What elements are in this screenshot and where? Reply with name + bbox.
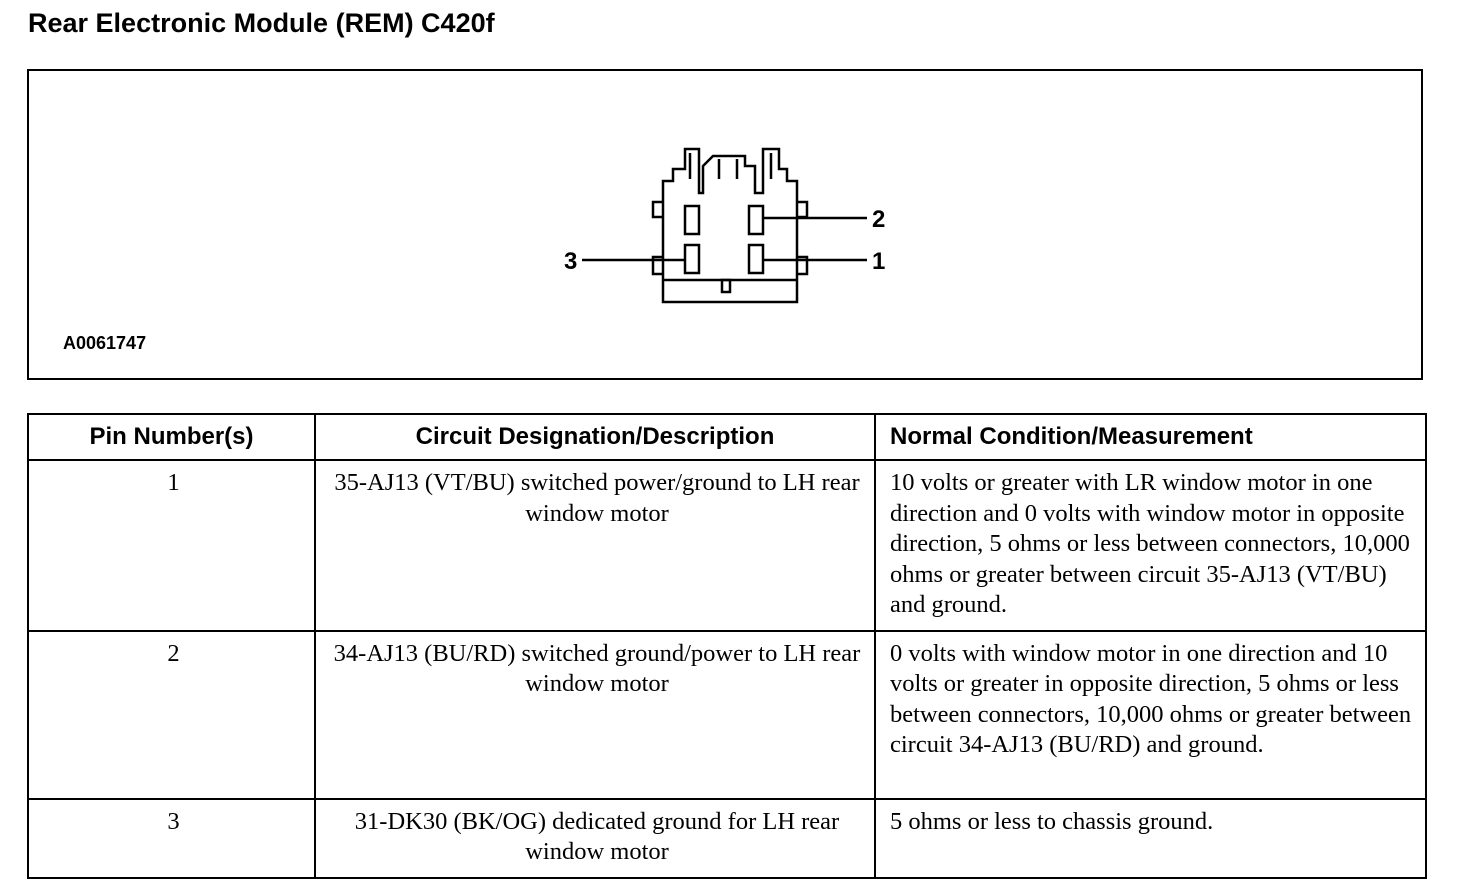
pin-2-label: 2 bbox=[872, 206, 886, 233]
connector-ear-top-right bbox=[797, 202, 807, 217]
terminal-cavity-lower-left bbox=[685, 245, 699, 273]
figure-id: A0061747 bbox=[63, 333, 147, 353]
pin-number-cell: 3 bbox=[28, 799, 315, 878]
pin-3-label: 3 bbox=[564, 248, 578, 275]
header-circuit-designation: Circuit Designation/Description bbox=[315, 414, 875, 460]
circuit-description-cell: 31-DK30 (BK/OG) dedicated ground for LH rear window motor bbox=[315, 799, 875, 878]
normal-condition-cell: 10 volts or greater with LR window motor in one direction and 0 volts with window motor in opposite direction, 5 ohms or less between connectors, 10,000 ohms or greater between circuit 35-AJ13 (VT/BU) and ground. bbox=[875, 460, 1426, 631]
pin-1-label: 1 bbox=[872, 248, 886, 275]
table-header-row bbox=[28, 414, 1426, 460]
pinout-table bbox=[27, 413, 1427, 879]
table-row bbox=[28, 460, 1426, 631]
terminal-cavity-upper-right bbox=[749, 206, 763, 234]
pin-number-cell: 1 bbox=[28, 460, 315, 631]
connector-diagram-panel bbox=[27, 69, 1423, 380]
connector-ear-top-left bbox=[653, 202, 663, 217]
table-row bbox=[28, 799, 1426, 878]
table-row bbox=[28, 631, 1426, 799]
connector-latch-top bbox=[719, 159, 737, 179]
terminal-cavity-lower-right bbox=[749, 245, 763, 273]
page-title: Rear Electronic Module (REM) C420f bbox=[28, 8, 495, 38]
normal-condition-cell: 0 volts with window motor in one direction and 10 volts or greater in opposite direction, 5 ohms or less between connectors, 10,000 ohms or greater between circuit 34-AJ13 (BU/RD) and ground. bbox=[875, 631, 1426, 799]
circuit-description-cell: 35-AJ13 (VT/BU) switched power/ground to LH rear window motor bbox=[315, 460, 875, 631]
circuit-description-cell: 34-AJ13 (BU/RD) switched ground/power to LH rear window motor bbox=[315, 631, 875, 799]
terminal-cavity-upper-left bbox=[685, 206, 699, 234]
connector-key-notch bbox=[722, 280, 730, 292]
header-pin-number: Pin Number(s) bbox=[28, 414, 315, 460]
pin-number-cell: 2 bbox=[28, 631, 315, 799]
normal-condition-cell: 5 ohms or less to chassis ground. bbox=[875, 799, 1426, 878]
header-normal-condition: Normal Condition/Measurement bbox=[875, 414, 1426, 460]
connector-diagram bbox=[29, 71, 1421, 378]
